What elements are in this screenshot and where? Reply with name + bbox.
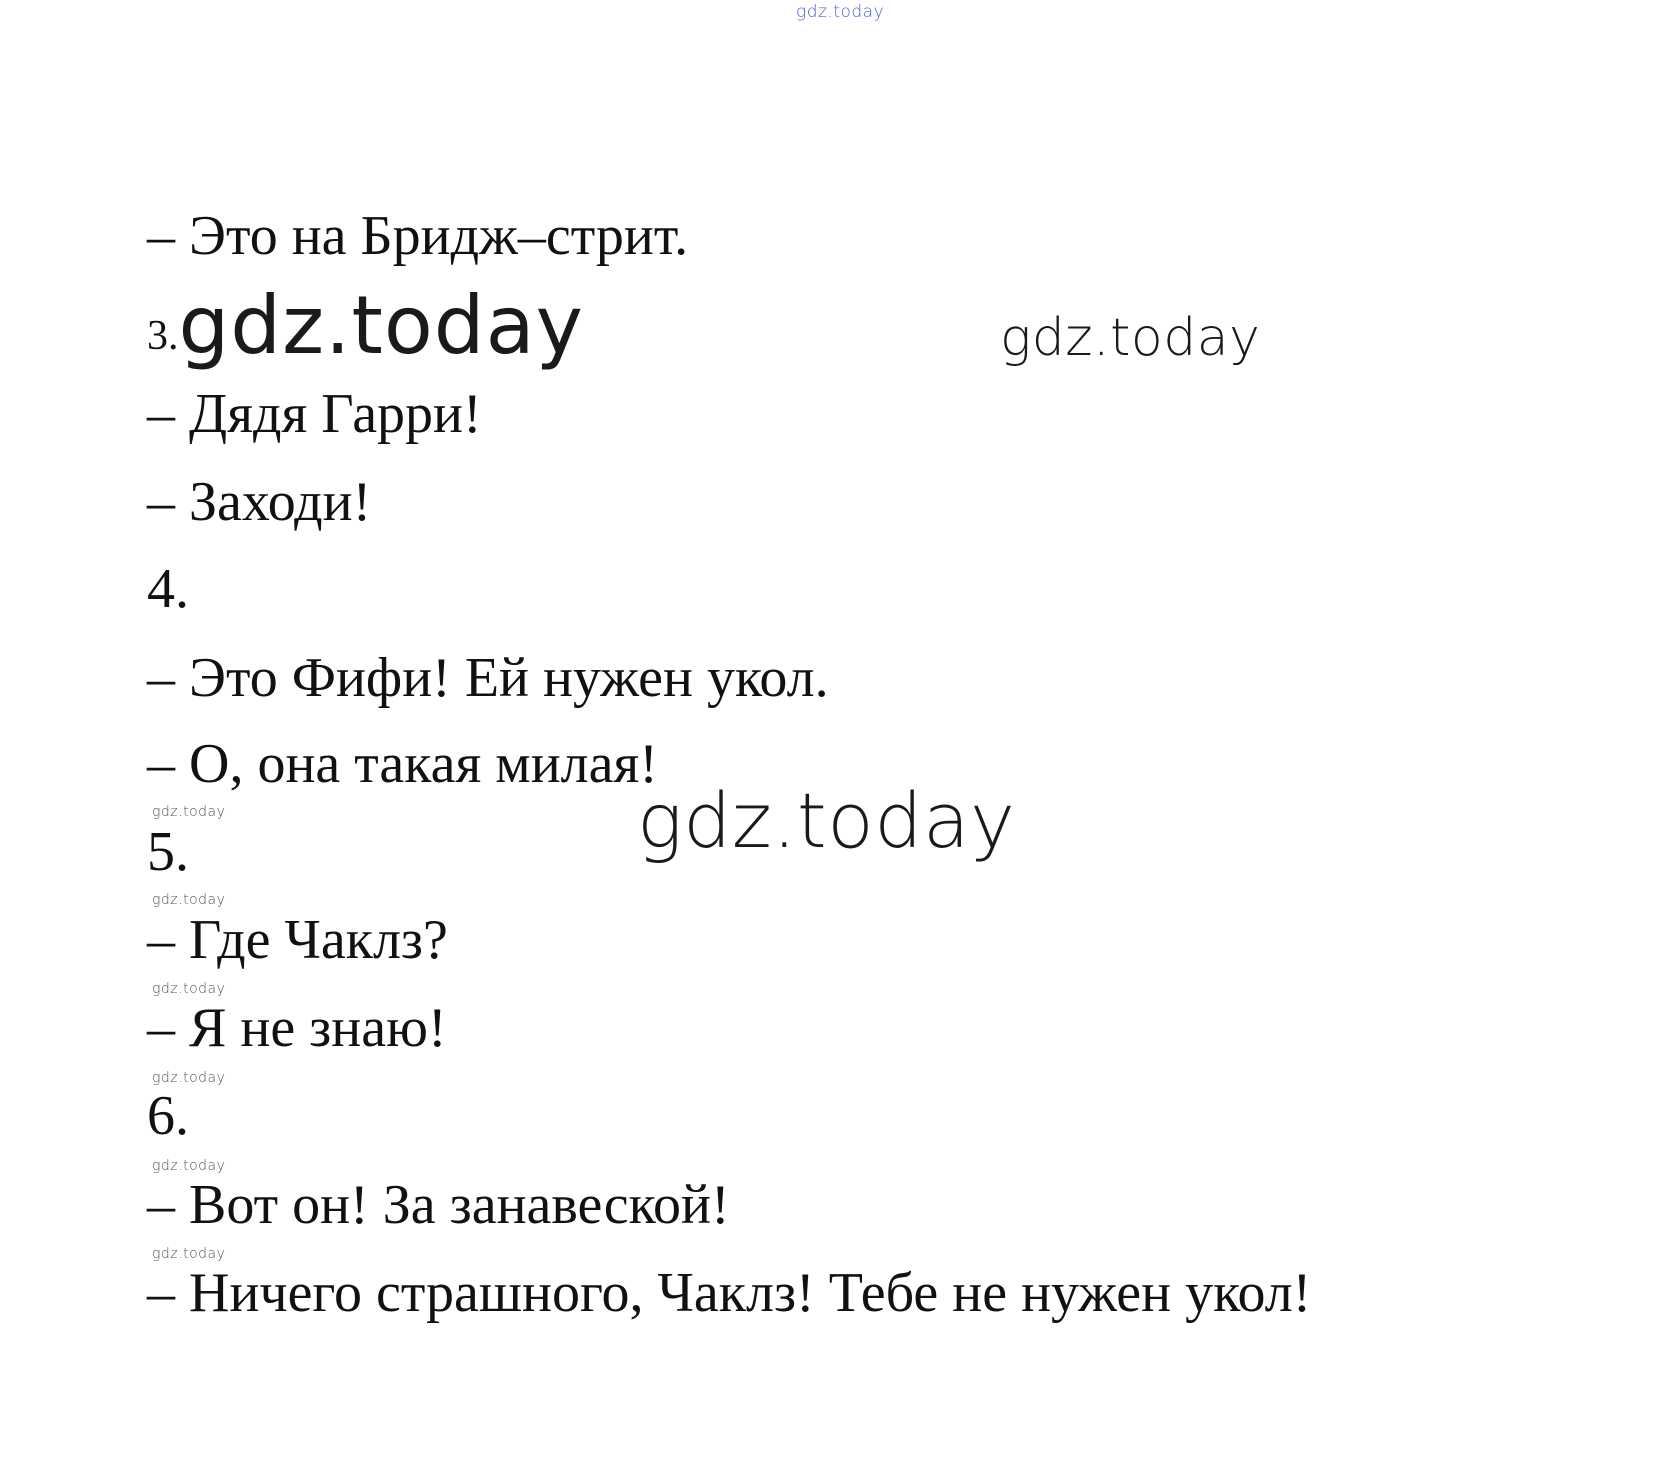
dialogue-line-2: – Дядя Гарри!: [147, 383, 482, 445]
watermark-small: gdz.today: [152, 1070, 226, 1086]
watermark-small: gdz.today: [152, 892, 226, 908]
watermark-small: gdz.today: [152, 1158, 226, 1174]
section-number-3: 3.: [147, 313, 179, 359]
watermark-middle: gdz.today: [637, 776, 1016, 865]
section-number-4: 4.: [147, 558, 189, 620]
dialogue-line-7: – Я не знаю!: [147, 997, 447, 1059]
watermark-top: gdz.today: [796, 2, 885, 22]
dialogue-line-4: – Это Фифи! Ей нужен укол.: [147, 647, 829, 709]
dialogue-line-1: – Это на Бридж–стрит.: [147, 205, 689, 267]
section-3-heading: [147, 279, 584, 372]
watermark-right: gdz.today: [1000, 308, 1261, 368]
section-number-6: 6.: [147, 1085, 189, 1147]
dialogue-line-6: – Где Чаклз?: [147, 909, 448, 971]
dialogue-line-5: – О, она такая милая!: [147, 733, 658, 795]
section-number-5: 5.: [147, 821, 189, 883]
dialogue-line-8: – Вот он! За занавеской!: [147, 1174, 730, 1236]
dialogue-line-9: – Ничего страшного, Чаклз! Тебе не нужен укол!: [147, 1262, 1312, 1324]
watermark-inline: gdz.today: [178, 279, 584, 372]
dialogue-line-3: – Заходи!: [147, 471, 372, 533]
watermark-small: gdz.today: [152, 981, 226, 997]
watermark-small: gdz.today: [152, 1246, 226, 1262]
watermark-small: gdz.today: [152, 804, 226, 820]
